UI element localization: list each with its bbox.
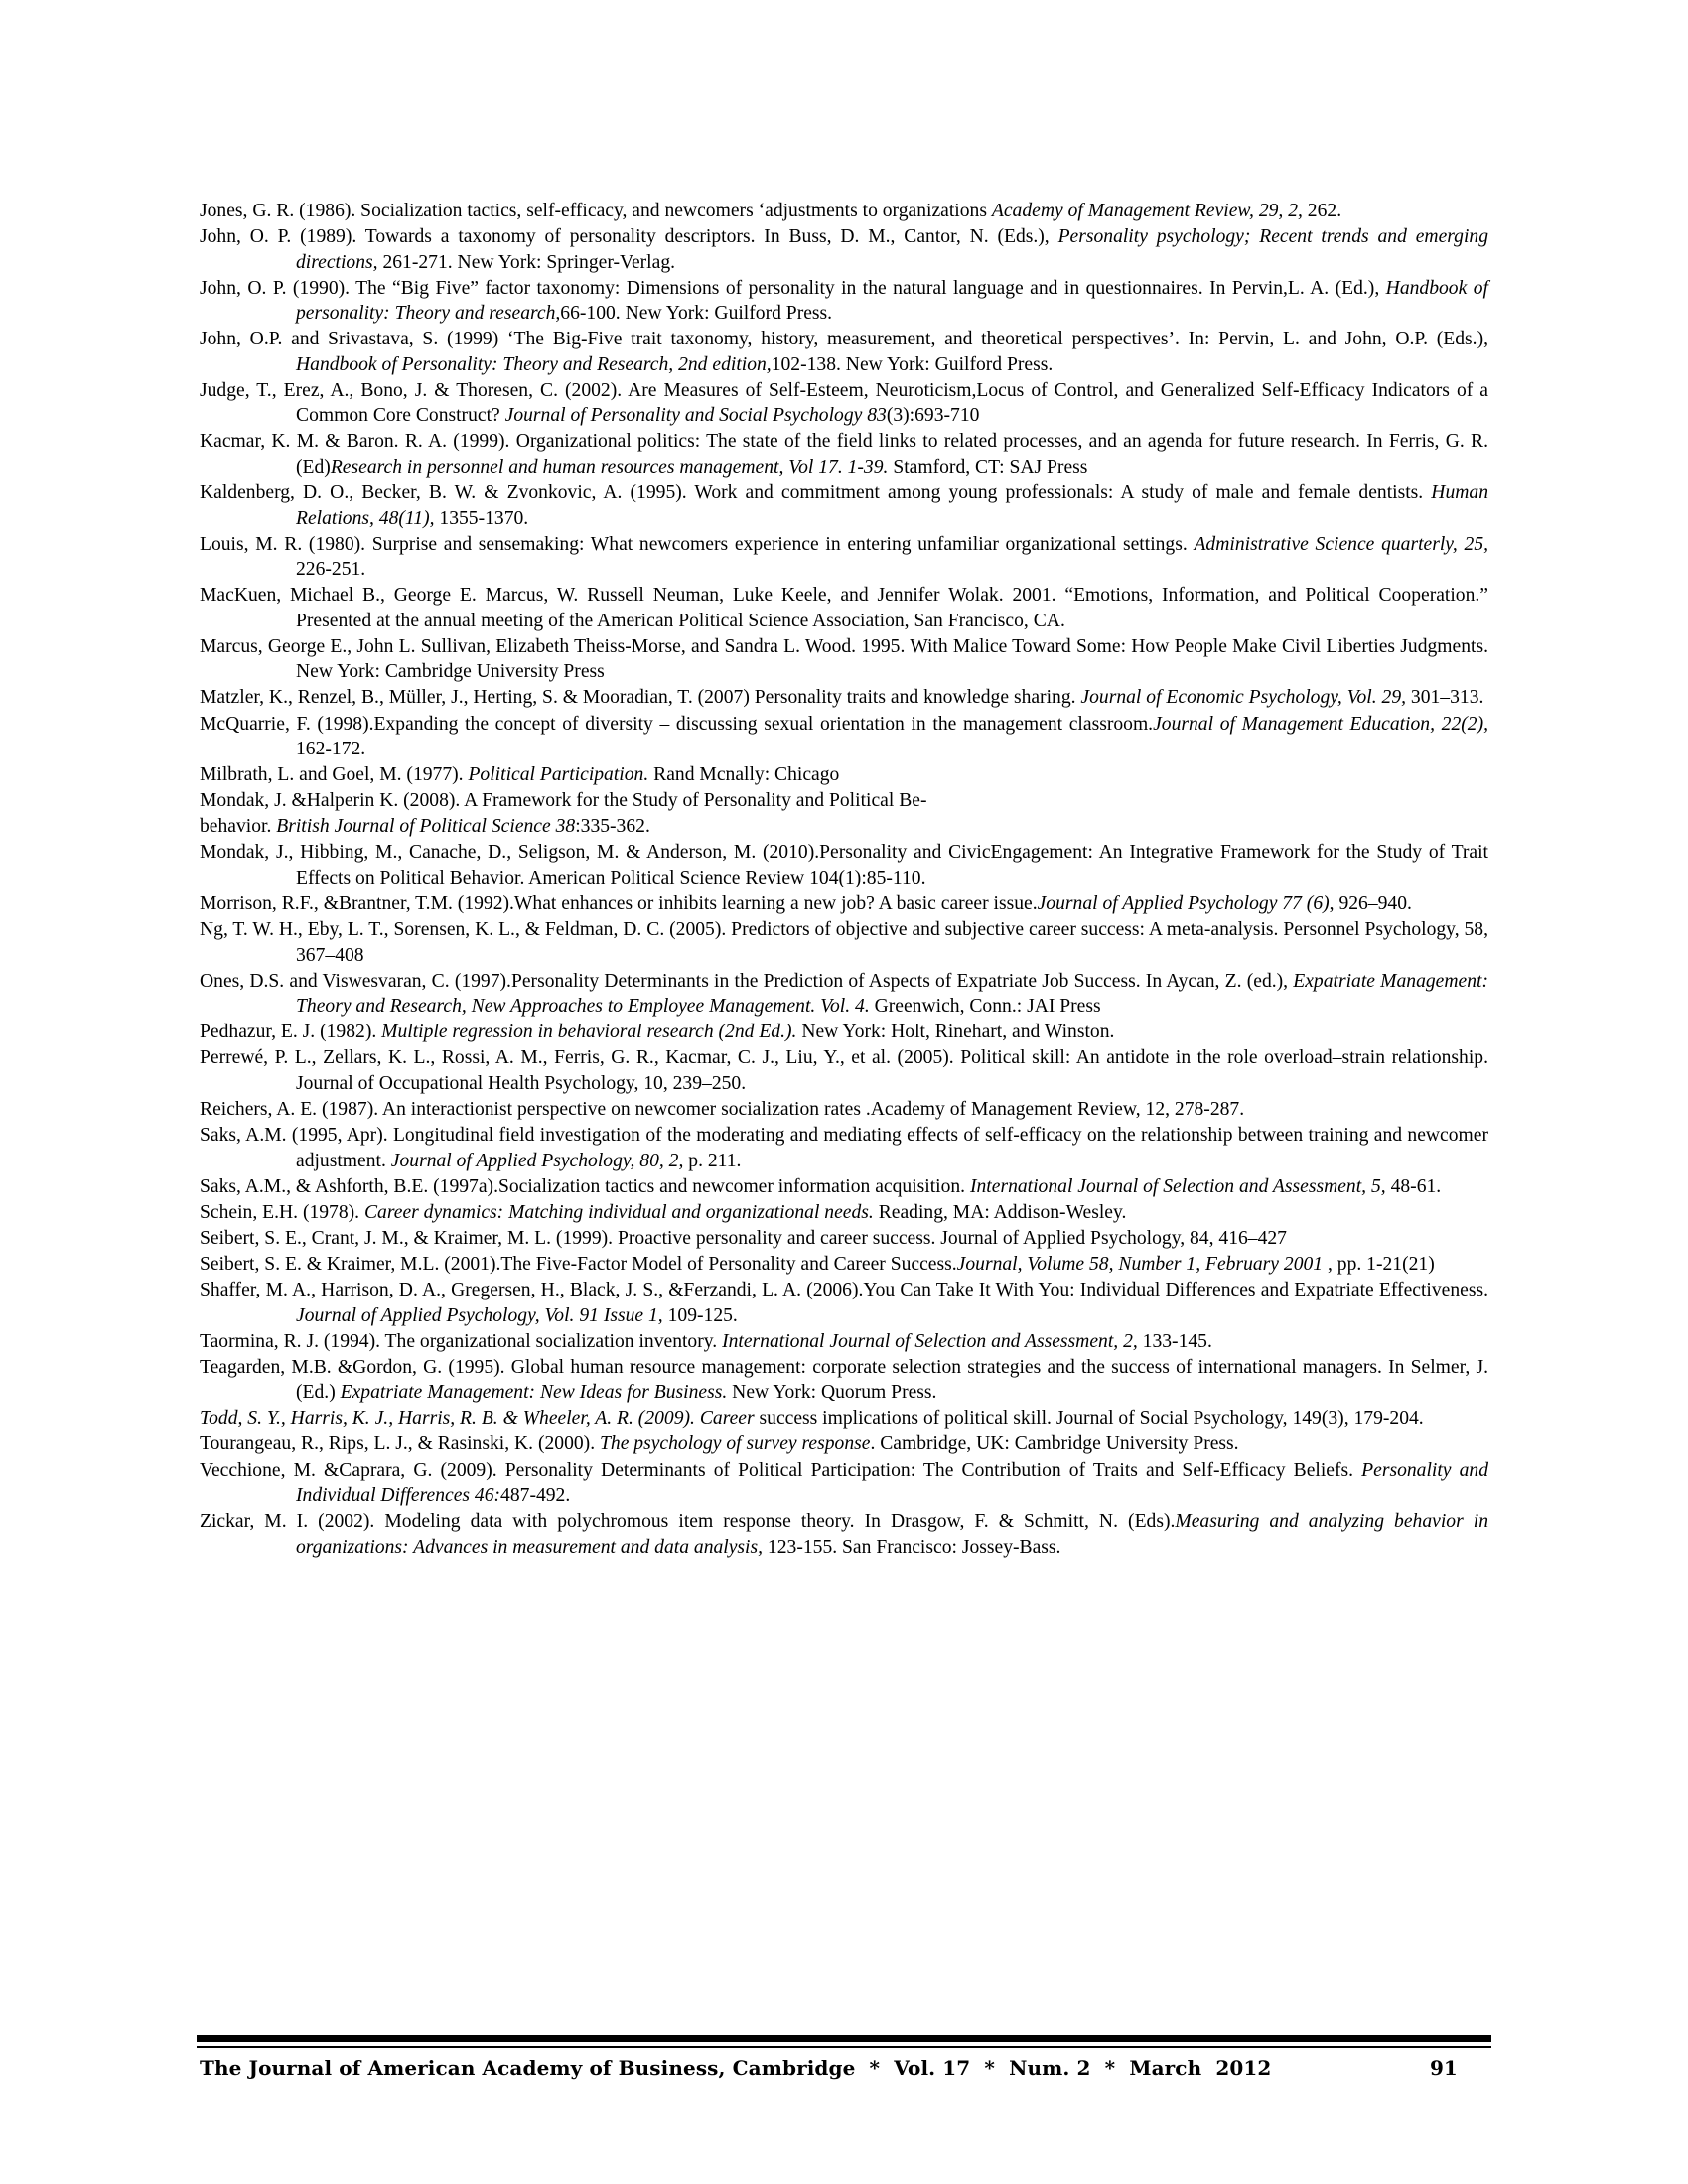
reference-entry (200, 583, 1488, 633)
reference-entry (200, 276, 1488, 327)
reference-text: Zickar, M. I. (2002). Modeling data with polychromous item response theory. In Drasgow, F. & Schmitt, N. (Eds). (200, 1511, 1176, 1533)
reference-entry (200, 1226, 1488, 1252)
reference-text: (3):693-710 (886, 405, 980, 427)
reference-entry (200, 1509, 1488, 1560)
reference-text: Jones, G. R. (1986). Socialization tactics, self-efficacy, and newcomers ‘adjustments to organizations (200, 201, 992, 221)
reference-entry (200, 788, 1488, 814)
reference-italic-text: Journal, Volume 58, Number 1, February 2001 (956, 1253, 1324, 1275)
reference-entry (200, 327, 1488, 377)
reference-italic-text: Journal of Management Education, 22(2), (1153, 713, 1488, 735)
reference-entry (200, 1406, 1488, 1432)
reference-text: Kaldenberg, D. O., Becker, B. W. & Zvonkovic, A. (1995). Work and commitment among young professionals: A study of male and female dentists. (200, 482, 1432, 504)
reference-text: Rand Mcnally: Chicago (648, 764, 840, 786)
reference-italic-text: Personality and Individual Differences 46: (296, 1459, 1489, 1506)
reference-text: John, O.P. and Srivastava, S. (1999) ‘The Big-Five trait taxonomy, history, measurement, and theoretical perspectives’. In: Pervin, L. and John, O.P. (Eds.), (200, 329, 1488, 350)
reference-italic-text: British Journal of Political Science 38 (276, 816, 576, 838)
reference-entry (200, 1329, 1488, 1355)
reference-entry (200, 480, 1488, 531)
reference-entry (200, 1097, 1488, 1123)
reference-italic-text: Journal of Applied Psychology 77 (6) (1037, 893, 1330, 914)
reference-text: Ones, D.S. and Viswesvaran, C. (1997).Personality Determinants in the Prediction of Aspects of Expatriate Job Success. In Aycan, Z. (ed.), (200, 970, 1294, 992)
reference-text: Pedhazur, E. J. (1982). (200, 1022, 382, 1043)
reference-italic-text: International Journal of Selection and Assessment, 5, (969, 1175, 1386, 1197)
reference-text: 102-138. New York: Guilford Press. (771, 353, 1054, 375)
reference-italic-text: Expatriate Management: Theory and Research, New Approaches to Employee Management. Vol. 4. (296, 970, 1488, 1018)
reference-text: Ng, T. W. H., Eby, L. T., Sorensen, K. L., & Feldman, D. C. (2005). Predictors of objective and subjective career success: A meta-analysis. Personnel Psychology, 58, 367–408 (200, 919, 1488, 966)
reference-text: Saks, A.M., & Ashforth, B.E. (1997a).Socialization tactics and newcomer information acquisition. (200, 1175, 970, 1197)
reference-entry (200, 685, 1488, 711)
reference-italic-text: Personality psychology; Recent trends and emerging directions, (296, 226, 1489, 273)
reference-text: Tourangeau, R., Rips, L. J., & Rasinski, K. (2000). (200, 1433, 600, 1455)
reference-text: p. 211. (683, 1150, 742, 1171)
reference-text: 262. (1302, 201, 1342, 221)
reference-text: 66-100. New York: Guilford Press. (560, 303, 833, 325)
reference-italic-text: Academy of Management Review, 29, 2, (991, 201, 1303, 221)
reference-entry (200, 199, 1488, 224)
reference-entry (200, 1278, 1488, 1328)
footer-rule-thin (197, 2046, 1491, 2048)
reference-text: Matzler, K., Renzel, B., Müller, J., Herting, S. & Mooradian, T. (2007) Personality traits and knowledge sharing. (200, 687, 1081, 709)
reference-italic-text: Career dynamics: Matching individual and organizational needs. (363, 1201, 874, 1223)
reference-text: Stamford, CT: SAJ Press (888, 456, 1088, 478)
reference-italic-text: Measuring and analyzing behavior in organizations: Advances in measurement and data analysis, (296, 1511, 1489, 1558)
reference-entry (200, 969, 1488, 1020)
reference-text: 133-145. (1137, 1330, 1212, 1352)
reference-italic-text: The psychology of survey response (600, 1433, 871, 1455)
reference-italic-text: Human Relations, 48(11), (296, 482, 1488, 529)
reference-text: Shaffer, M. A., Harrison, D. A., Gregersen, H., Black, J. S., &Ferzandi, L. A. (2006).You Can Take It With You: Individual Differences and Expatriate Effectiveness. (200, 1280, 1488, 1301)
reference-entry (200, 1020, 1488, 1045)
reference-entry (200, 1123, 1488, 1173)
reference-text: Saks, A.M. (1995, Apr). Longitudinal field investigation of the moderating and mediating effects of self-efficacy on the relationship between training and newcomer adjustment. (200, 1125, 1488, 1171)
reference-text: Vecchione, M. &Caprara, G. (2009). Personality Determinants of Political Participation: The Contribution of Traits and Self-Efficacy Beliefs. (200, 1459, 1362, 1481)
reference-italic-text: Administrative Science quarterly, 25, (1194, 533, 1489, 555)
reference-text: Mondak, J., Hibbing, M., Canache, D., Seligson, M. & Anderson, M. (2010).Personality and CivicEngagement: An Integrative Framework for the Study of Trait Effects on Political Behavior. American Political Science Review 104(1):85-110. (200, 842, 1488, 888)
reference-entry (200, 634, 1488, 685)
reference-entry (200, 712, 1488, 762)
page-number: 91 (1430, 2056, 1458, 2080)
reference-text: Judge, T., Erez, A., Bono, J. & Thoresen, C. (2002). Are Measures of Self-Esteem, Neuroticism,Locus of Control, and Generalized Self-Efficacy Indicators of a Common Core Construct? (200, 379, 1488, 427)
reference-text: John, O. P. (1990). The “Big Five” factor taxonomy: Dimensions of personality in the natural language and in questionnaires. In Pervin,L. A. (Ed.), (200, 277, 1386, 299)
reference-text: success implications of political skill. Journal of Social Psychology, 149(3), 179-204. (754, 1408, 1424, 1430)
reference-entry (200, 429, 1488, 479)
reference-text: :335-362. (575, 816, 650, 838)
reference-text: Greenwich, Conn.: JAI Press (869, 996, 1101, 1018)
reference-entry (200, 1200, 1488, 1226)
reference-text: New York: Holt, Rinehart, and Winston. (796, 1022, 1115, 1043)
reference-italic-text: Multiple regression in behavioral research (2nd Ed.). (381, 1022, 797, 1043)
reference-entry (200, 891, 1488, 917)
reference-entry (200, 762, 1488, 788)
reference-list (200, 199, 1488, 1561)
reference-text: 48-61. (1385, 1175, 1442, 1197)
reference-italic-text: Handbook of personality: Theory and research, (296, 277, 1488, 325)
reference-text: Marcus, George E., John L. Sullivan, Elizabeth Theiss-Morse, and Sandra L. Wood. 1995. With Malice Toward Some: How People Make Civil Liberties Judgments. New York: Cambridge University Press (200, 635, 1488, 683)
footer-journal-line: The Journal of American Academy of Business, Cambridge * Vol. 17 * Num. 2 * March 2012 (200, 2056, 1272, 2080)
reference-text: 301–313. (1406, 687, 1484, 709)
reference-text: . Cambridge, UK: Cambridge University Press. (870, 1433, 1239, 1455)
reference-text: Seibert, S. E. & Kraimer, M.L. (2001).The Five-Factor Model of Personality and Career Success. (200, 1253, 957, 1275)
reference-text: 261-271. New York: Springer-Verlag. (377, 251, 676, 273)
reference-text: 109-125. (662, 1304, 738, 1326)
reference-entry (200, 378, 1488, 429)
reference-text: Taormina, R. J. (1994). The organizational socialization inventory. (200, 1330, 723, 1352)
reference-italic-text: Journal of Applied Psychology, 80, 2, (390, 1150, 684, 1171)
reference-text: 226-251. (296, 559, 366, 581)
reference-text: Teagarden, M.B. &Gordon, G. (1995). Global human resource management: corporate selection strategies and the success of international managers. In Selmer, J. (Ed.) (200, 1356, 1488, 1404)
reference-text: Louis, M. R. (1980). Surprise and sensemaking: What newcomers experience in entering unfamiliar organizational settings. (200, 533, 1195, 555)
reference-entry (200, 532, 1488, 583)
reference-entry (200, 917, 1488, 968)
reference-italic-text: Expatriate Management: New Ideas for Business. (340, 1382, 728, 1404)
reference-text: Reading, MA: Addison-Wesley. (873, 1201, 1127, 1223)
reference-text: 487-492. (500, 1485, 571, 1506)
reference-text: Seibert, S. E., Crant, J. M., & Kraimer, M. L. (1999). Proactive personality and career success. Journal of Applied Psychology, 84, 416–427 (200, 1227, 1287, 1249)
reference-text: Mondak, J. &Halperin K. (2008). A Framework for the Study of Personality and Political Be- (200, 790, 927, 812)
reference-text: John, O. P. (1989). Towards a taxonomy of personality descriptors. In Buss, D. M., Cantor, N. (Eds.), (200, 226, 1058, 248)
reference-italic-text: International Journal of Selection and Assessment, 2, (722, 1330, 1138, 1352)
reference-text: McQuarrie, F. (1998).Expanding the concept of diversity – discussing sexual orientation in the management classroom. (200, 713, 1154, 735)
reference-text: 123-155. San Francisco: Jossey-Bass. (763, 1536, 1061, 1558)
reference-italic-text: Journal of Applied Psychology, Vol. 91 Issue 1, (296, 1304, 663, 1326)
reference-text: Reichers, A. E. (1987). An interactionist perspective on newcomer socialization rates .Academy of Management Review, 12, 278-287. (200, 1098, 1245, 1120)
reference-italic-text: Handbook of Personality: Theory and Research, 2nd edition, (296, 353, 772, 375)
reference-italic-text: Journal of Economic Psychology, Vol. 29, (1080, 687, 1407, 709)
reference-text: Schein, E.H. (1978). (200, 1201, 364, 1223)
reference-text: , 926–940. (1329, 893, 1412, 914)
reference-text: Milbrath, L. and Goel, M. (1977). (200, 764, 469, 786)
reference-entry (200, 1432, 1488, 1457)
reference-italic-text: Journal of Personality and Social Psychology 83 (504, 405, 887, 427)
footer-rule-thick (197, 2035, 1491, 2042)
reference-entry (200, 1355, 1488, 1406)
reference-text: New York: Quorum Press. (727, 1382, 937, 1404)
reference-entry (200, 1252, 1488, 1278)
reference-entry (200, 814, 1488, 840)
reference-entry (200, 1458, 1488, 1509)
reference-text: Kacmar, K. M. & Baron. R. A. (1999). Organizational politics: The state of the field links to related processes, and an agenda for future research. In Ferris, G. R. (Ed) (200, 431, 1488, 478)
reference-italic-text: Political Participation. (468, 764, 649, 786)
reference-entry (200, 224, 1488, 275)
reference-text: MacKuen, Michael B., George E. Marcus, W. Russell Neuman, Luke Keele, and Jennifer Wolak. 2001. “Emotions, Information, and Political Cooperation.” Presented at the annual meeting of the American Political Science Association, San Francisco, CA. (200, 585, 1488, 631)
reference-entry (200, 1174, 1488, 1200)
reference-text: Morrison, R.F., &Brantner, T.M. (1992).What enhances or inhibits learning a new job? A basic career issue. (200, 893, 1038, 914)
reference-text: 1355-1370. (434, 507, 529, 529)
reference-entry (200, 840, 1488, 890)
reference-entry (200, 1045, 1488, 1096)
reference-text: , pp. 1-21(21) (1323, 1253, 1435, 1275)
reference-text: 162-172. (296, 739, 366, 760)
reference-italic-text: Research in personnel and human resources management, Vol 17. 1-39. (330, 456, 889, 478)
reference-text: Perrewé, P. L., Zellars, K. L., Rossi, A. M., Ferris, G. R., Kacmar, C. J., Liu, Y., et al. (2005). Political skill: An antidote in the role overload–strain relationship. Journal of Occupational Health Psychology, 10, 239–250. (200, 1047, 1488, 1094)
reference-text: behavior. (200, 816, 277, 838)
reference-italic-text: Todd, S. Y., Harris, K. J., Harris, R. B. & Wheeler, A. R. (2009). Career (200, 1408, 755, 1430)
